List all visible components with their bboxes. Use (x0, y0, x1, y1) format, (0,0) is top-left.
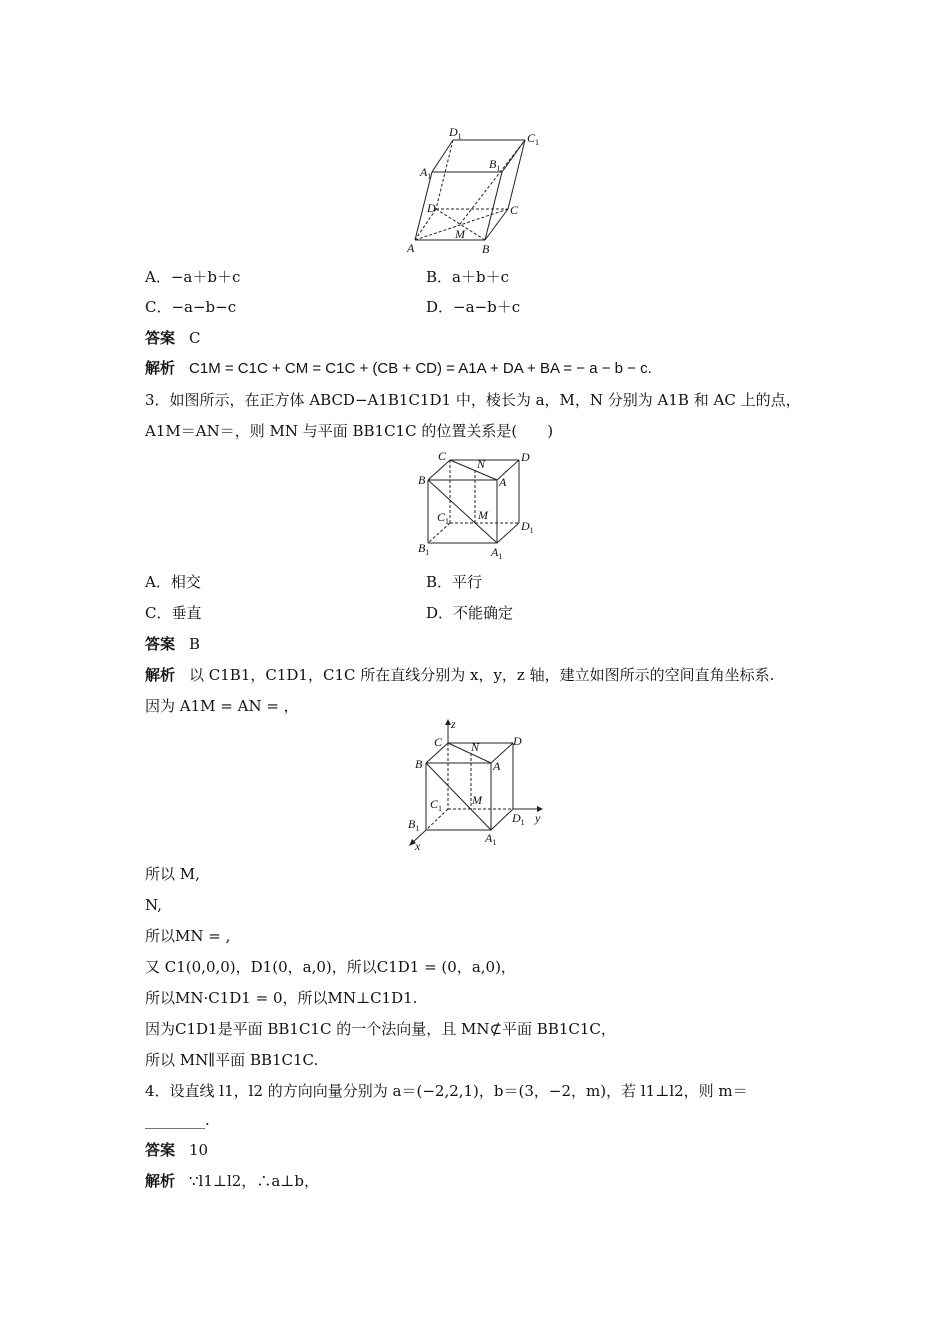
q3-analysis-line2: 因为 A1M = AN = ， (145, 697, 299, 715)
label-b1: $B_1$ (408, 817, 420, 833)
label-b: B (418, 473, 426, 487)
q4-answer: 答案 10 (145, 1141, 209, 1159)
label-y: y (535, 811, 541, 825)
q4-analysis: 解析 ∵l1⊥l2，∴a⊥b， (145, 1172, 319, 1190)
q3-option-d: D．不能确定 (426, 604, 514, 622)
q2-option-c: C．−a−b−c (145, 298, 237, 316)
label-m: M (472, 793, 482, 807)
label-d: D (521, 450, 530, 464)
q3-step-4: 又 C1(0,0,0)，D1(0，a,0)，所以C1D1 = (0，a,0)， (145, 958, 516, 976)
label-b: B (482, 242, 490, 256)
figure-parallelepiped (405, 122, 550, 262)
q3-answer: 答案 B (145, 635, 201, 653)
q3-option-b: B．平行 (426, 573, 483, 591)
label-b1: $B_1$ (489, 157, 501, 173)
q3-stem-line2: A1M＝AN＝，则 MN 与平面 BB1C1C 的位置关系是( ) (145, 422, 554, 440)
q3-step-3: 所以MN = , (145, 927, 231, 945)
label-a1: $A_1$ (491, 545, 503, 561)
q2-option-b: B．a＋b＋c (426, 268, 509, 286)
label-c: C (434, 735, 443, 749)
label-c: C (510, 203, 519, 217)
label-a: A (493, 759, 501, 773)
q3-option-c: C．垂直 (145, 604, 202, 622)
q3-step-7: 所以 MN∥平面 BB1C1C. (145, 1051, 319, 1069)
q2-option-a: A．−a＋b＋c (145, 268, 241, 286)
label-b1: $B_1$ (418, 541, 430, 557)
figure-cube-axes (405, 718, 550, 853)
label-d1: $D_1$ (521, 519, 534, 535)
q2-option-d: D．−a−b＋c (426, 298, 521, 316)
label-m: M (455, 227, 465, 241)
q4-stem-line1: 4．设直线 l1，l2 的方向向量分别为 a＝(−2,2,1)，b＝(3，−2，m)，若 l1⊥l2，则 m＝ (145, 1082, 748, 1100)
label-d: D (513, 734, 522, 748)
q3-step-2: N, (145, 896, 162, 914)
label-c1: $C_1$ (430, 797, 443, 813)
q2-answer: 答案 C (145, 329, 201, 347)
label-d1: $D_1$ (449, 125, 462, 141)
q3-step-5: 所以MN·C1D1 = 0，所以MN⊥C1D1. (145, 989, 418, 1007)
label-b: B (415, 757, 423, 771)
q3-analysis-line1: 解析 以 C1B1，C1D1，C1C 所在直线分别为 x，y，z 轴，建立如图所示的空间直角坐标系. (145, 666, 775, 684)
label-z: z (451, 718, 456, 731)
q3-stem-line1: 3．如图所示，在正方体 ABCD−A1B1C1D1 中，棱长为 a，M，N 分别为 A1B 和 AC 上的点， (145, 391, 801, 409)
label-a: A (499, 475, 507, 489)
label-a: A (407, 241, 415, 255)
label-m: M (478, 508, 488, 522)
label-c1: $C_1$ (527, 131, 540, 147)
label-x: x (415, 839, 421, 853)
q4-blank: ________. (145, 1111, 210, 1129)
figure-cube (415, 448, 545, 563)
q3-step-6: 因为C1D1是平面 BB1C1C 的一个法向量，且 MN⊄平面 BB1C1C， (145, 1020, 616, 1038)
label-c1: $C_1$ (437, 510, 450, 526)
label-d1: $D_1$ (512, 811, 525, 827)
label-n: N (477, 457, 486, 471)
label-d: D (427, 201, 436, 215)
q3-step-1: 所以 M, (145, 865, 200, 883)
label-c: C (438, 449, 447, 463)
label-n: N (471, 740, 480, 754)
label-a1: $A_1$ (485, 831, 497, 847)
q2-analysis: 解析 C1M = C1C + CM = C1C + (CB + CD) = A1A + DA + BA = − a − b − c. (145, 359, 652, 377)
label-a1: $A_1$ (420, 165, 432, 181)
q3-option-a: A．相交 (145, 573, 201, 591)
